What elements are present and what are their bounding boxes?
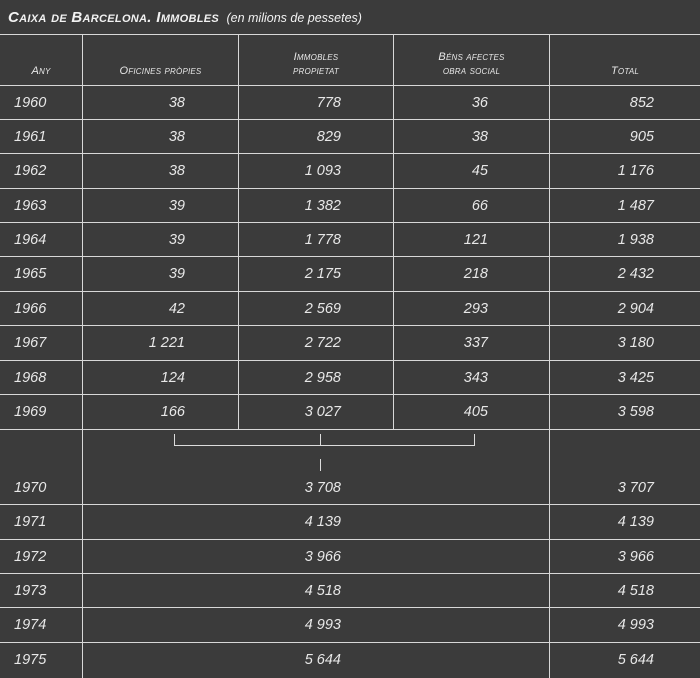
cell-total: 1 176 bbox=[617, 163, 654, 179]
cell-total: 3 707 bbox=[617, 480, 654, 496]
merge-bracket-stem bbox=[320, 459, 321, 471]
cell-total: 4 993 bbox=[617, 617, 654, 633]
cell-year: 1968 bbox=[14, 370, 47, 386]
header-immobles-label bbox=[293, 50, 339, 78]
cell-bens: 121 bbox=[463, 232, 488, 248]
cell-immobles: 2 722 bbox=[304, 335, 341, 351]
cell-immobles: 1 382 bbox=[304, 198, 341, 214]
cell-bens: 343 bbox=[463, 370, 488, 386]
header-any bbox=[0, 38, 82, 78]
cell-total: 905 bbox=[629, 129, 654, 145]
cell-immobles: 1 778 bbox=[304, 232, 341, 248]
cell-combined: 3 966 bbox=[304, 549, 341, 565]
cell-combined: 5 644 bbox=[304, 652, 341, 668]
cell-year: 1964 bbox=[14, 232, 47, 248]
cell-bens: 36 bbox=[471, 95, 488, 111]
cell-total: 3 598 bbox=[617, 404, 654, 420]
cell-year: 1965 bbox=[14, 266, 47, 282]
cell-year: 1967 bbox=[14, 335, 47, 351]
cell-immobles: 829 bbox=[316, 129, 341, 145]
cell-total: 852 bbox=[629, 95, 654, 111]
header-immobles-line1: Immobles bbox=[293, 51, 339, 63]
cell-oficines: 124 bbox=[160, 370, 185, 386]
rule-col-oficines bbox=[238, 34, 239, 429]
cell-year: 1961 bbox=[14, 129, 47, 145]
cell-bens: 38 bbox=[471, 129, 488, 145]
table-title-main: Caixa de Barcelona. Immobles bbox=[8, 9, 220, 26]
header-oficines bbox=[83, 38, 238, 78]
cell-bens: 45 bbox=[471, 163, 488, 179]
cell-bens: 218 bbox=[463, 266, 488, 282]
cell-immobles: 2 569 bbox=[304, 301, 341, 317]
cell-total: 1 487 bbox=[617, 198, 654, 214]
cell-oficines: 39 bbox=[168, 266, 185, 282]
cell-year: 1963 bbox=[14, 198, 47, 214]
cell-year: 1962 bbox=[14, 163, 47, 179]
merge-bracket-left-tick bbox=[174, 434, 175, 446]
cell-bens: 293 bbox=[463, 301, 488, 317]
cell-combined: 4 139 bbox=[304, 514, 341, 530]
rule-top bbox=[0, 34, 700, 35]
cell-year: 1970 bbox=[14, 480, 47, 496]
cell-immobles: 2 175 bbox=[304, 266, 341, 282]
merge-bracket-right-tick bbox=[474, 434, 475, 446]
merge-bracket-mid-tick bbox=[320, 434, 321, 446]
cell-bens: 405 bbox=[463, 404, 488, 420]
cell-total: 2 904 bbox=[617, 301, 654, 317]
header-immobles bbox=[239, 38, 393, 78]
cell-combined: 4 993 bbox=[304, 617, 341, 633]
cell-year: 1969 bbox=[14, 404, 47, 420]
cell-year: 1974 bbox=[14, 617, 47, 633]
cell-year: 1960 bbox=[14, 95, 47, 111]
header-any-label: Any bbox=[31, 65, 51, 77]
rule-col-bens bbox=[549, 34, 550, 678]
cell-total: 3 425 bbox=[617, 370, 654, 386]
cell-immobles: 3 027 bbox=[304, 404, 341, 420]
cell-oficines: 1 221 bbox=[148, 335, 185, 351]
cell-year: 1966 bbox=[14, 301, 47, 317]
cell-oficines: 38 bbox=[168, 129, 185, 145]
cell-bens: 337 bbox=[463, 335, 488, 351]
cell-oficines: 39 bbox=[168, 198, 185, 214]
cell-immobles: 1 093 bbox=[304, 163, 341, 179]
header-oficines-label: Oficines pròpies bbox=[119, 65, 202, 77]
cell-total: 2 432 bbox=[617, 266, 654, 282]
cell-total: 4 139 bbox=[617, 514, 654, 530]
cell-year: 1972 bbox=[14, 549, 47, 565]
rule-row bbox=[0, 429, 700, 430]
cell-combined: 3 708 bbox=[304, 480, 341, 496]
cell-oficines: 38 bbox=[168, 95, 185, 111]
header-bens-line2: obra social bbox=[442, 65, 501, 77]
header-total bbox=[550, 38, 700, 78]
cell-oficines: 38 bbox=[168, 163, 185, 179]
cell-year: 1971 bbox=[14, 514, 47, 530]
cell-oficines: 39 bbox=[168, 232, 185, 248]
header-total-label: Total bbox=[610, 65, 640, 77]
table-title bbox=[8, 9, 362, 31]
cell-total: 5 644 bbox=[617, 652, 654, 668]
header-immobles-line2: propietat bbox=[293, 65, 339, 77]
table-subtitle: (en milions de pessetes) bbox=[226, 11, 362, 25]
header-bens-line1: Béns afectes bbox=[438, 51, 505, 63]
cell-immobles: 2 958 bbox=[304, 370, 341, 386]
cell-year: 1973 bbox=[14, 583, 47, 599]
header-bens-label bbox=[438, 50, 504, 78]
cell-immobles: 778 bbox=[316, 95, 341, 111]
cell-bens: 66 bbox=[471, 198, 488, 214]
rule-col-any bbox=[82, 34, 83, 678]
merge-bracket bbox=[174, 445, 475, 446]
cell-oficines: 42 bbox=[168, 301, 185, 317]
rule-col-immobles bbox=[393, 34, 394, 429]
cell-total: 1 938 bbox=[617, 232, 654, 248]
header-bens bbox=[394, 38, 549, 78]
cell-year: 1975 bbox=[14, 652, 47, 668]
cell-total: 4 518 bbox=[617, 583, 654, 599]
cell-oficines: 166 bbox=[160, 404, 185, 420]
cell-total: 3 180 bbox=[617, 335, 654, 351]
cell-total: 3 966 bbox=[617, 549, 654, 565]
cell-combined: 4 518 bbox=[304, 583, 341, 599]
